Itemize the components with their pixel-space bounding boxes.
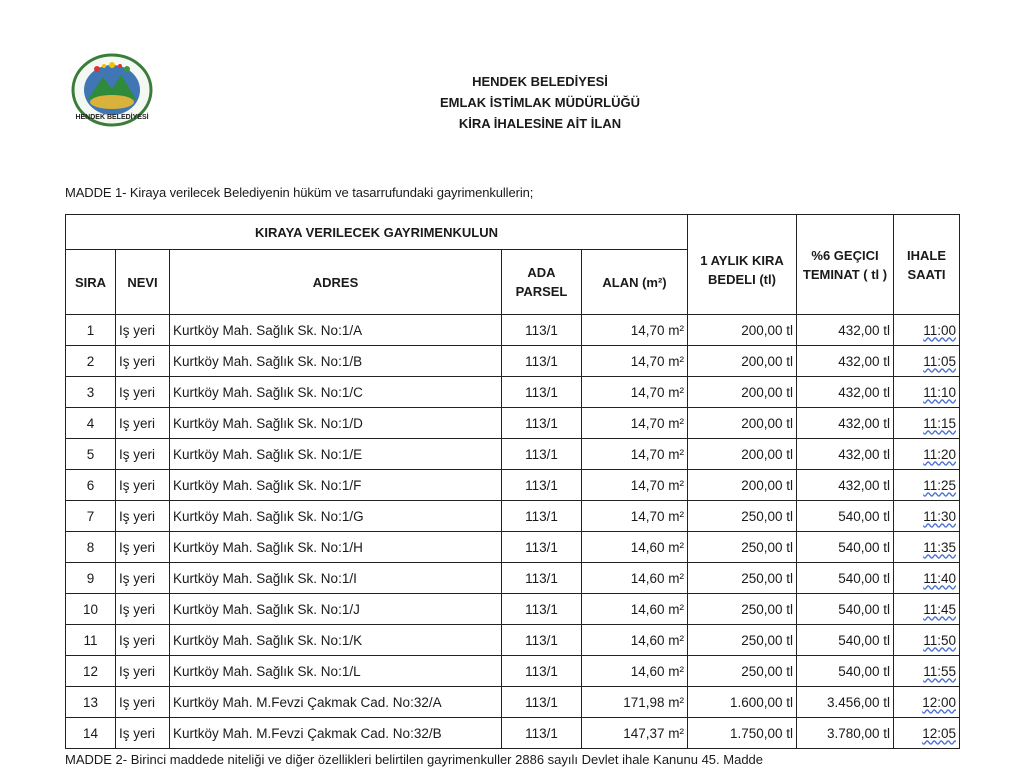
- cell-teminat: 432,00 tl: [797, 377, 894, 408]
- cell-teminat: 540,00 tl: [797, 563, 894, 594]
- article-2-text: MADDE 2- Birinci maddede niteliği ve diğer özellikleri belirtilen gayrimenkuller 2886 sayılı Devlet ihale Kanunu 45. Madde: [65, 752, 764, 767]
- cell-sira: 10: [66, 594, 116, 625]
- cell-alan: 14,70 m²: [582, 315, 688, 346]
- table-row: [66, 718, 960, 749]
- cell-ada-parsel: 113/1: [502, 594, 582, 625]
- cell-kira: 1.600,00 tl: [688, 687, 797, 718]
- cell-nevi: Iş yeri: [116, 439, 170, 470]
- rental-table: [65, 214, 960, 749]
- table-row: [66, 408, 960, 439]
- cell-sira: 8: [66, 532, 116, 563]
- cell-adres: Kurtköy Mah. Sağlık Sk. No:1/I: [170, 563, 502, 594]
- cell-alan: 14,60 m²: [582, 625, 688, 656]
- cell-nevi: Iş yeri: [116, 718, 170, 749]
- cell-alan: 171,98 m²: [582, 687, 688, 718]
- cell-alan: 14,70 m²: [582, 501, 688, 532]
- cell-adres: Kurtköy Mah. Sağlık Sk. No:1/A: [170, 315, 502, 346]
- cell-ada-parsel: 113/1: [502, 470, 582, 501]
- cell-sira: 7: [66, 501, 116, 532]
- cell-kira: 200,00 tl: [688, 408, 797, 439]
- cell-ada-parsel: 113/1: [502, 439, 582, 470]
- table-row: [66, 687, 960, 718]
- cell-ada-parsel: 113/1: [502, 408, 582, 439]
- header-sira: SIRA: [66, 250, 116, 315]
- cell-ihale-saati: 11:55: [894, 656, 960, 687]
- cell-ihale-saati: 11:40: [894, 563, 960, 594]
- cell-kira: 250,00 tl: [688, 501, 797, 532]
- cell-alan: 14,60 m²: [582, 563, 688, 594]
- cell-ihale-saati: 11:00: [894, 315, 960, 346]
- header-kira: 1 AYLIK KIRA BEDELI (tl): [688, 215, 797, 315]
- cell-ihale-saati: 11:25: [894, 470, 960, 501]
- table-row: [66, 439, 960, 470]
- document-header: [360, 71, 720, 134]
- cell-nevi: Iş yeri: [116, 625, 170, 656]
- cell-alan: 14,70 m²: [582, 377, 688, 408]
- header-ada-parsel: ADA PARSEL: [502, 250, 582, 315]
- cell-sira: 6: [66, 470, 116, 501]
- cell-alan: 14,60 m²: [582, 594, 688, 625]
- cell-nevi: Iş yeri: [116, 408, 170, 439]
- svg-text:HENDEK BELEDİYESİ: HENDEK BELEDİYESİ: [75, 114, 149, 121]
- cell-nevi: Iş yeri: [116, 594, 170, 625]
- cell-kira: 200,00 tl: [688, 470, 797, 501]
- cell-teminat: 3.780,00 tl: [797, 718, 894, 749]
- table-row: [66, 594, 960, 625]
- cell-alan: 14,70 m²: [582, 439, 688, 470]
- cell-teminat: 432,00 tl: [797, 439, 894, 470]
- cell-adres: Kurtköy Mah. Sağlık Sk. No:1/K: [170, 625, 502, 656]
- cell-ada-parsel: 113/1: [502, 718, 582, 749]
- table-row: [66, 656, 960, 687]
- cell-adres: Kurtköy Mah. M.Fevzi Çakmak Cad. No:32/A: [170, 687, 502, 718]
- table-row: [66, 315, 960, 346]
- cell-ada-parsel: 113/1: [502, 377, 582, 408]
- cell-adres: Kurtköy Mah. Sağlık Sk. No:1/F: [170, 470, 502, 501]
- cell-adres: Kurtköy Mah. Sağlık Sk. No:1/E: [170, 439, 502, 470]
- cell-teminat: 540,00 tl: [797, 625, 894, 656]
- group-header: KIRAYA VERILECEK GAYRIMENKULUN: [66, 215, 688, 250]
- cell-alan: 14,70 m²: [582, 346, 688, 377]
- header-teminat: %6 GEÇICI TEMINAT ( tl ): [797, 215, 894, 315]
- header-line-3: KİRA İHALESİNE AİT İLAN: [458, 116, 622, 131]
- cell-teminat: 540,00 tl: [797, 656, 894, 687]
- cell-nevi: Iş yeri: [116, 377, 170, 408]
- cell-nevi: Iş yeri: [116, 656, 170, 687]
- cell-alan: 14,70 m²: [582, 408, 688, 439]
- cell-kira: 250,00 tl: [688, 625, 797, 656]
- cell-teminat: 3.456,00 tl: [797, 687, 894, 718]
- cell-sira: 4: [66, 408, 116, 439]
- cell-sira: 11: [66, 625, 116, 656]
- table-row: [66, 501, 960, 532]
- cell-ada-parsel: 113/1: [502, 532, 582, 563]
- cell-kira: 250,00 tl: [688, 563, 797, 594]
- cell-sira: 12: [66, 656, 116, 687]
- cell-ada-parsel: 113/1: [502, 656, 582, 687]
- cell-sira: 13: [66, 687, 116, 718]
- cell-alan: 14,70 m²: [582, 470, 688, 501]
- cell-teminat: 432,00 tl: [797, 470, 894, 501]
- cell-ihale-saati: 11:10: [894, 377, 960, 408]
- cell-teminat: 432,00 tl: [797, 346, 894, 377]
- cell-ihale-saati: 11:35: [894, 532, 960, 563]
- cell-nevi: Iş yeri: [116, 501, 170, 532]
- cell-teminat: 432,00 tl: [797, 315, 894, 346]
- header-line-1: HENDEK BELEDİYESİ: [472, 74, 608, 89]
- cell-adres: Kurtköy Mah. Sağlık Sk. No:1/C: [170, 377, 502, 408]
- cell-teminat: 540,00 tl: [797, 501, 894, 532]
- cell-alan: 14,60 m²: [582, 532, 688, 563]
- cell-ihale-saati: 11:15: [894, 408, 960, 439]
- header-alan: ALAN (m²): [582, 250, 688, 315]
- cell-ihale-saati: 11:50: [894, 625, 960, 656]
- cell-ada-parsel: 113/1: [502, 687, 582, 718]
- cell-ada-parsel: 113/1: [502, 563, 582, 594]
- cell-adres: Kurtköy Mah. Sağlık Sk. No:1/G: [170, 501, 502, 532]
- cell-nevi: Iş yeri: [116, 346, 170, 377]
- cell-alan: 147,37 m²: [582, 718, 688, 749]
- table-row: [66, 470, 960, 501]
- cell-alan: 14,60 m²: [582, 656, 688, 687]
- cell-teminat: 540,00 tl: [797, 532, 894, 563]
- cell-ihale-saati: 11:05: [894, 346, 960, 377]
- cell-sira: 2: [66, 346, 116, 377]
- cell-adres: Kurtköy Mah. Sağlık Sk. No:1/L: [170, 656, 502, 687]
- cell-adres: Kurtköy Mah. M.Fevzi Çakmak Cad. No:32/B: [170, 718, 502, 749]
- cell-ihale-saati: 12:05: [894, 718, 960, 749]
- cell-ihale-saati: 11:20: [894, 439, 960, 470]
- cell-ada-parsel: 113/1: [502, 501, 582, 532]
- header-saat: IHALE SAATI: [894, 215, 960, 315]
- table-row: [66, 377, 960, 408]
- cell-nevi: Iş yeri: [116, 687, 170, 718]
- cell-ihale-saati: 11:30: [894, 501, 960, 532]
- table-row: [66, 625, 960, 656]
- cell-kira: 200,00 tl: [688, 315, 797, 346]
- cell-adres: Kurtköy Mah. Sağlık Sk. No:1/J: [170, 594, 502, 625]
- cell-kira: 200,00 tl: [688, 377, 797, 408]
- municipality-logo: [71, 53, 153, 127]
- header-line-2: EMLAK İSTİMLAK MÜDÜRLÜĞÜ: [439, 95, 641, 110]
- cell-nevi: Iş yeri: [116, 315, 170, 346]
- cell-kira: 250,00 tl: [688, 656, 797, 687]
- cell-sira: 3: [66, 377, 116, 408]
- cell-kira: 1.750,00 tl: [688, 718, 797, 749]
- table-row: [66, 563, 960, 594]
- cell-kira: 250,00 tl: [688, 532, 797, 563]
- cell-nevi: Iş yeri: [116, 470, 170, 501]
- cell-kira: 250,00 tl: [688, 594, 797, 625]
- cell-teminat: 540,00 tl: [797, 594, 894, 625]
- cell-kira: 200,00 tl: [688, 346, 797, 377]
- cell-nevi: Iş yeri: [116, 563, 170, 594]
- cell-nevi: Iş yeri: [116, 532, 170, 563]
- cell-ada-parsel: 113/1: [502, 315, 582, 346]
- cell-ada-parsel: 113/1: [502, 346, 582, 377]
- cell-adres: Kurtköy Mah. Sağlık Sk. No:1/D: [170, 408, 502, 439]
- cell-kira: 200,00 tl: [688, 439, 797, 470]
- cell-adres: Kurtköy Mah. Sağlık Sk. No:1/H: [170, 532, 502, 563]
- cell-sira: 5: [66, 439, 116, 470]
- table-row: [66, 346, 960, 377]
- cell-sira: 9: [66, 563, 116, 594]
- cell-adres: Kurtköy Mah. Sağlık Sk. No:1/B: [170, 346, 502, 377]
- cell-ihale-saati: 11:45: [894, 594, 960, 625]
- cell-sira: 1: [66, 315, 116, 346]
- cell-ada-parsel: 113/1: [502, 625, 582, 656]
- header-adres: ADRES: [170, 250, 502, 315]
- table-row: [66, 532, 960, 563]
- article-1-intro: MADDE 1- Kiraya verilecek Belediyenin hüküm ve tasarrufundaki gayrimenkullerin;: [65, 185, 534, 200]
- cell-teminat: 432,00 tl: [797, 408, 894, 439]
- cell-sira: 14: [66, 718, 116, 749]
- header-nevi: NEVI: [116, 250, 170, 315]
- cell-ihale-saati: 12:00: [894, 687, 960, 718]
